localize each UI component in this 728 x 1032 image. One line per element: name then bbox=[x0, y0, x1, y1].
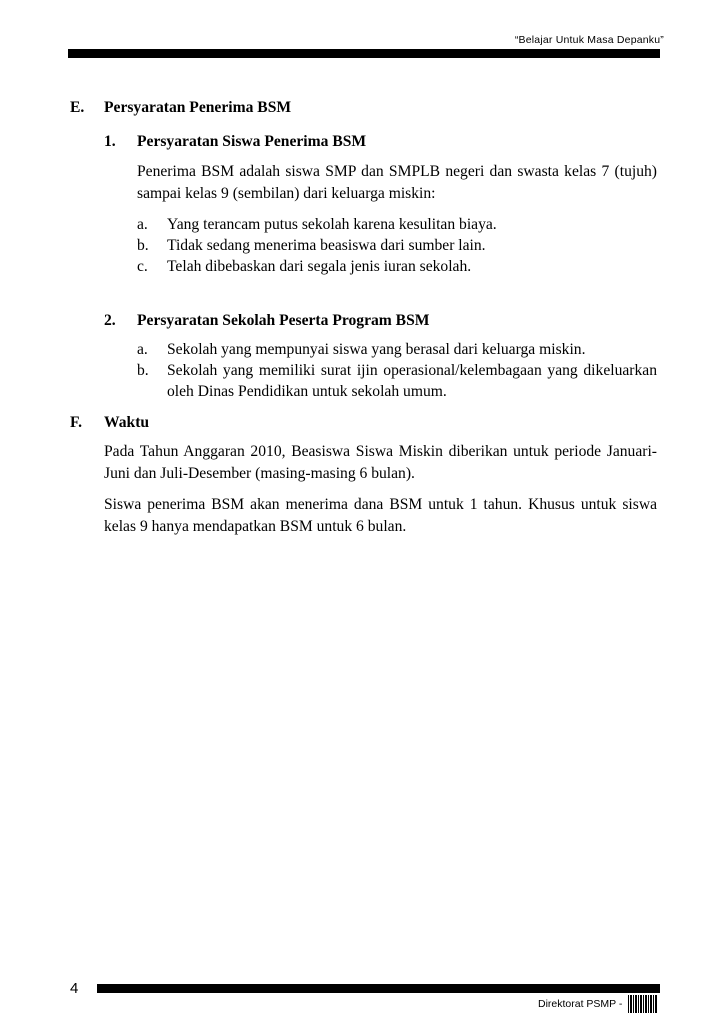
section-f-letter: F. bbox=[70, 414, 82, 431]
sub1-item-c-marker: c. bbox=[137, 258, 148, 275]
footer-rule bbox=[97, 984, 660, 993]
sub1-item-b-marker: b. bbox=[137, 237, 149, 254]
section-f-title: Waktu bbox=[104, 414, 150, 431]
sub2-item-a-marker: a. bbox=[137, 341, 148, 358]
header-rule bbox=[68, 49, 660, 58]
sub1-item-a-marker: a. bbox=[137, 216, 148, 233]
section-e-title: Persyaratan Penerima BSM bbox=[104, 99, 292, 116]
page-number: 4 bbox=[70, 980, 79, 997]
header-tagline: “Belajar Untuk Masa Depanku” bbox=[514, 34, 664, 46]
sub2-item-b-marker: b. bbox=[137, 362, 149, 379]
barcode-icon bbox=[628, 995, 658, 1013]
sub2-title: Persyaratan Sekolah Peserta Program BSM bbox=[137, 312, 430, 329]
sub2-item-b-text: Sekolah yang memiliki surat ijin operasional/kelembagaan yang dikeluarkan oleh Dinas Pendidikan untuk sekolah umum. bbox=[167, 362, 657, 400]
sub1-title: Persyaratan Siswa Penerima BSM bbox=[137, 133, 367, 150]
sub1-item-a-text: Yang terancam putus sekolah karena kesulitan biaya. bbox=[167, 216, 497, 233]
sub1-item-c-text: Telah dibebaskan dari segala jenis iuran sekolah. bbox=[167, 258, 472, 275]
sub1-item-b-text: Tidak sedang menerima beasiswa dari sumber lain. bbox=[167, 237, 486, 254]
section-e-letter: E. bbox=[70, 99, 85, 116]
section-f-paragraph-2: Siswa penerima BSM akan menerima dana BSM untuk 1 tahun. Khusus untuk siswa kelas 9 hanya mendapatkan BSM untuk 6 bulan. bbox=[104, 496, 657, 535]
footer-label: Direktorat PSMP - bbox=[538, 998, 623, 1010]
section-f-paragraph-1: Pada Tahun Anggaran 2010, Beasiswa Siswa Miskin diberikan untuk periode Januari-Juni dan Juli-Desember (masing-masing 6 bulan). bbox=[104, 443, 657, 482]
sub1-intro: Penerima BSM adalah siswa SMP dan SMPLB negeri dan swasta kelas 7 (tujuh) sampai kelas 9 (sembilan) dari keluarga miskin: bbox=[137, 163, 657, 202]
sub2-item-a-text: Sekolah yang mempunyai siswa yang berasal dari keluarga miskin. bbox=[167, 341, 586, 358]
sub2-number: 2. bbox=[104, 312, 116, 329]
sub1-number: 1. bbox=[104, 133, 116, 150]
